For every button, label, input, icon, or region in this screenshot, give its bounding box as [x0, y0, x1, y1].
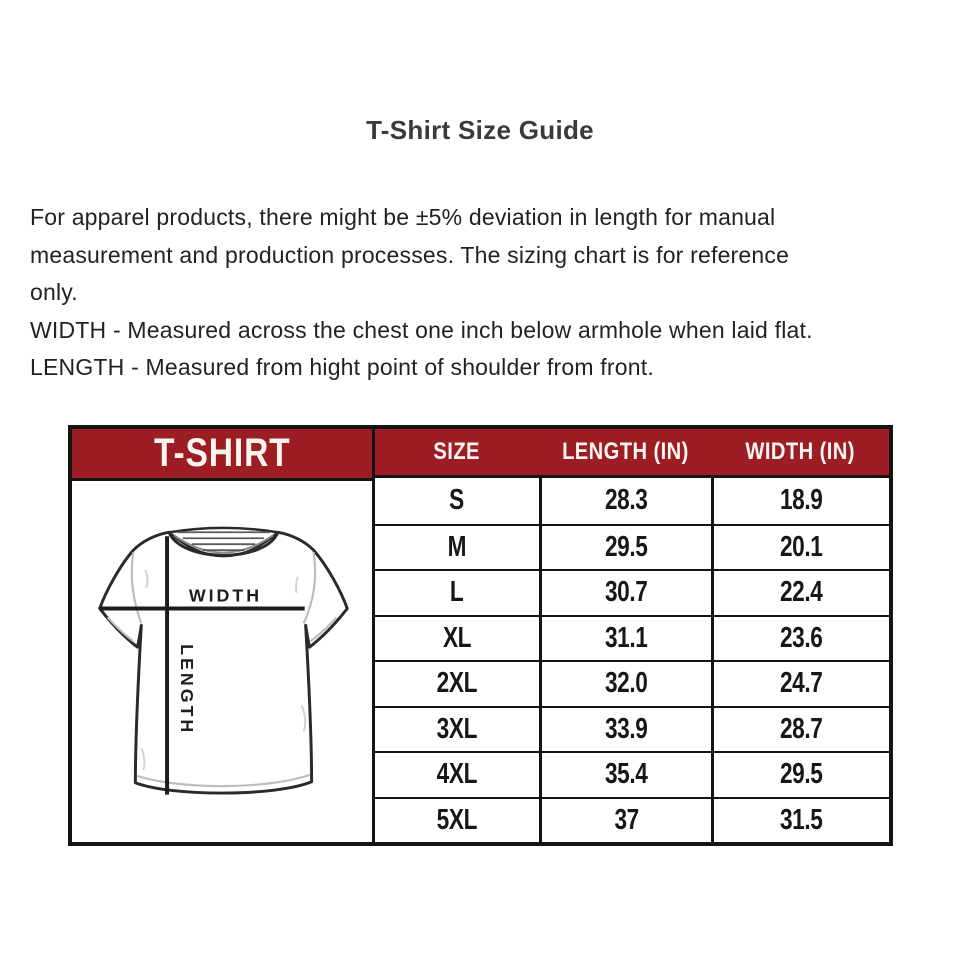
- size-cell-value: M: [447, 530, 467, 563]
- width-cell: [711, 706, 889, 752]
- size-cell: [375, 478, 539, 524]
- length-note: LENGTH - Measured from hight point of shoulder from front.: [30, 354, 654, 380]
- size-cell: [375, 615, 539, 661]
- width-label: WIDTH: [188, 585, 263, 606]
- width-cell: [711, 660, 889, 706]
- length-label: LENGTH: [176, 644, 197, 736]
- size-cell-value: S: [449, 484, 465, 517]
- width-cell-value: 31.5: [780, 803, 823, 836]
- size-data-grid: [375, 429, 889, 842]
- length-cell-value: 30.7: [605, 576, 648, 609]
- length-cell: [539, 751, 712, 797]
- length-cell-value: 33.9: [605, 712, 648, 745]
- width-cell-value: 24.7: [780, 667, 823, 700]
- length-cell: [539, 797, 712, 843]
- length-cell: [539, 478, 712, 524]
- size-cell-value: XL: [442, 621, 471, 654]
- length-cell: [539, 569, 712, 615]
- width-note: WIDTH - Measured across the chest one inch below armhole when laid flat.: [30, 316, 813, 343]
- table-header-size: SIZE: [375, 429, 539, 478]
- width-cell: [711, 524, 889, 570]
- width-cell-value: 28.7: [780, 712, 823, 745]
- size-cell-value: 2XL: [436, 667, 478, 700]
- tshirt-illustration: [72, 481, 372, 842]
- intro-line: measurement and production processes. The sizing chart is for reference: [30, 241, 790, 268]
- width-cell-value: 23.6: [780, 621, 823, 654]
- width-cell: [711, 569, 889, 615]
- tshirt-header-label: T-SHIRT: [153, 431, 291, 475]
- length-cell: [539, 660, 712, 706]
- length-cell-value: 28.3: [605, 484, 648, 517]
- width-cell: [711, 615, 889, 661]
- length-cell-value: 35.4: [605, 758, 648, 791]
- size-cell: [375, 706, 539, 752]
- width-cell-value: 22.4: [780, 576, 823, 609]
- tshirt-svg: [72, 481, 372, 842]
- size-cell: [375, 569, 539, 615]
- width-cell-value: 20.1: [780, 530, 823, 563]
- size-cell: [375, 524, 539, 570]
- length-cell-value: 37: [614, 803, 639, 836]
- size-chart-table: [68, 425, 893, 846]
- length-cell: [539, 524, 712, 570]
- width-cell: [711, 797, 889, 843]
- page-title: T-Shirt Size Guide: [366, 115, 594, 145]
- size-cell: [375, 660, 539, 706]
- table-header-width: WIDTH (IN): [711, 429, 889, 478]
- tshirt-column: [72, 429, 375, 842]
- width-cell: [711, 751, 889, 797]
- length-cell-value: 32.0: [605, 667, 648, 700]
- length-cell-value: 29.5: [605, 530, 648, 563]
- size-cell-value: 4XL: [436, 758, 478, 791]
- length-cell-value: 31.1: [605, 621, 648, 654]
- size-cell: [375, 751, 539, 797]
- size-cell: [375, 797, 539, 843]
- tshirt-outline: [100, 532, 348, 793]
- width-cell-value: 18.9: [780, 484, 823, 517]
- description-text: [30, 199, 930, 387]
- size-cell-value: L: [450, 576, 464, 609]
- width-cell-value: 29.5: [780, 758, 823, 791]
- size-cell-value: 3XL: [436, 712, 478, 745]
- intro-line: only.: [30, 279, 78, 305]
- width-cell: [711, 478, 889, 524]
- intro-line: For apparel products, there might be ±5% deviation in length for manual: [30, 204, 776, 230]
- length-cell: [539, 615, 712, 661]
- size-cell-value: 5XL: [436, 803, 478, 836]
- table-header-tshirt: [72, 429, 372, 481]
- length-cell: [539, 706, 712, 752]
- table-header-length: LENGTH (IN): [539, 429, 712, 478]
